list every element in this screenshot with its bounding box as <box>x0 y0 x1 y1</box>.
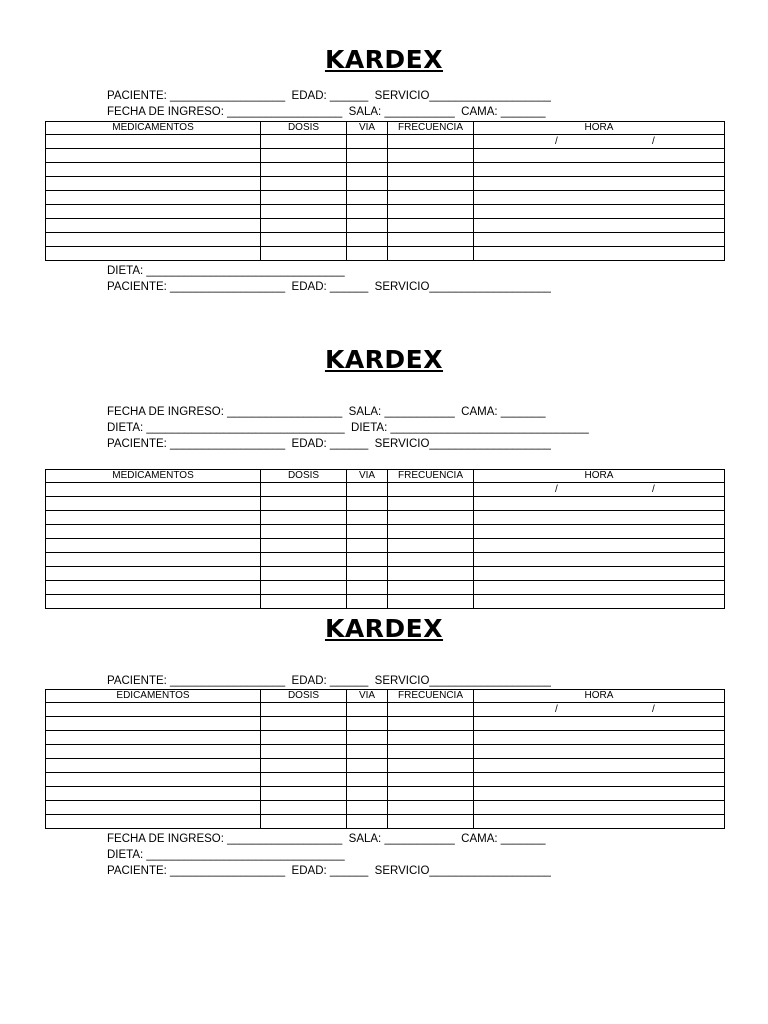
table-row <box>46 525 725 539</box>
form3-patient-line-bottom: PACIENTE: __________________ EDAD: ______ SERVICIO___________________ <box>107 865 551 877</box>
dosis-cell[interactable] <box>261 787 347 801</box>
table-row <box>46 497 725 511</box>
via-cell[interactable] <box>347 703 388 717</box>
frecuencia-cell[interactable] <box>388 191 474 205</box>
frecuencia-cell[interactable] <box>388 177 474 191</box>
via-cell[interactable] <box>347 759 388 773</box>
hora-slash: / <box>555 483 558 495</box>
header-dosis: DOSIS <box>261 690 347 703</box>
table-row <box>46 205 725 219</box>
frecuencia-cell[interactable] <box>388 801 474 815</box>
medicamento-cell[interactable] <box>46 773 261 787</box>
hora-cell[interactable] <box>474 759 725 773</box>
frecuencia-cell[interactable] <box>388 511 474 525</box>
dosis-cell[interactable] <box>261 595 347 609</box>
via-cell[interactable] <box>347 717 388 731</box>
via-cell[interactable] <box>347 163 388 177</box>
frecuencia-cell[interactable] <box>388 703 474 717</box>
hora-cell[interactable] <box>474 247 725 261</box>
medicamento-cell[interactable] <box>46 135 261 149</box>
hora-cell[interactable] <box>474 773 725 787</box>
frecuencia-cell[interactable] <box>388 163 474 177</box>
form2-admission-line: FECHA DE INGRESO: __________________ SALA: ___________ CAMA: _______ <box>107 406 546 418</box>
via-cell[interactable] <box>347 233 388 247</box>
dosis-cell[interactable] <box>261 177 347 191</box>
medicamento-cell[interactable] <box>46 191 261 205</box>
table-row <box>46 581 725 595</box>
via-cell[interactable] <box>347 801 388 815</box>
via-cell[interactable] <box>347 247 388 261</box>
table-row <box>46 567 725 581</box>
hora-cell[interactable] <box>474 581 725 595</box>
dosis-cell[interactable] <box>261 553 347 567</box>
hora-slash: / <box>652 703 655 715</box>
frecuencia-cell[interactable] <box>388 759 474 773</box>
hora-cell[interactable] <box>474 191 725 205</box>
hora-slash: / <box>652 483 655 495</box>
header-hora: HORA <box>474 122 725 135</box>
dosis-cell[interactable] <box>261 539 347 553</box>
hora-cell[interactable] <box>474 787 725 801</box>
via-cell[interactable] <box>347 205 388 219</box>
hora-cell[interactable] <box>474 149 725 163</box>
medicamento-cell[interactable] <box>46 801 261 815</box>
hora-cell[interactable] <box>474 815 725 829</box>
table-row <box>46 247 725 261</box>
form2-rows <box>46 483 725 609</box>
form3-admission-line: FECHA DE INGRESO: __________________ SALA: ___________ CAMA: _______ <box>107 833 546 845</box>
table-row <box>46 731 725 745</box>
table-row <box>46 745 725 759</box>
via-cell[interactable] <box>347 177 388 191</box>
dosis-cell[interactable] <box>261 233 347 247</box>
dosis-cell[interactable] <box>261 483 347 497</box>
medicamento-cell[interactable] <box>46 497 261 511</box>
table-row <box>46 219 725 233</box>
form1-medication-table <box>45 121 725 261</box>
medicamento-cell[interactable] <box>46 787 261 801</box>
via-cell[interactable] <box>347 595 388 609</box>
frecuencia-cell[interactable] <box>388 247 474 261</box>
table-row <box>46 595 725 609</box>
frecuencia-cell[interactable] <box>388 149 474 163</box>
hora-cell[interactable] <box>474 219 725 233</box>
form2-patient-line: PACIENTE: __________________ EDAD: ______ SERVICIO___________________ <box>107 438 551 450</box>
dosis-cell[interactable] <box>261 149 347 163</box>
via-cell[interactable] <box>347 497 388 511</box>
form1-title: KARDEX <box>324 45 444 74</box>
header-medicamentos: EDICAMENTOS <box>46 690 261 703</box>
table-row <box>46 177 725 191</box>
form1-diet-line: DIETA: _______________________________ <box>107 265 345 277</box>
medicamento-cell[interactable] <box>46 233 261 247</box>
hora-cell[interactable] <box>474 553 725 567</box>
medicamento-cell[interactable] <box>46 581 261 595</box>
form3-diet-line: DIETA: _______________________________ <box>107 849 345 861</box>
frecuencia-cell[interactable] <box>388 745 474 759</box>
header-frecuencia: FRECUENCIA <box>388 470 474 483</box>
frecuencia-cell[interactable] <box>388 595 474 609</box>
dosis-cell[interactable] <box>261 717 347 731</box>
medicamento-cell[interactable] <box>46 703 261 717</box>
via-cell[interactable] <box>347 581 388 595</box>
frecuencia-cell[interactable] <box>388 525 474 539</box>
dosis-cell[interactable] <box>261 773 347 787</box>
medicamento-cell[interactable] <box>46 163 261 177</box>
medicamento-cell[interactable] <box>46 567 261 581</box>
table-row <box>46 773 725 787</box>
table-row <box>46 149 725 163</box>
via-cell[interactable] <box>347 731 388 745</box>
frecuencia-cell[interactable] <box>388 731 474 745</box>
hora-cell[interactable] <box>474 595 725 609</box>
table-row <box>46 815 725 829</box>
hora-cell[interactable] <box>474 717 725 731</box>
frecuencia-cell[interactable] <box>388 483 474 497</box>
frecuencia-cell[interactable] <box>388 219 474 233</box>
via-cell[interactable] <box>347 539 388 553</box>
header-via: VIA <box>347 470 388 483</box>
medicamento-cell[interactable] <box>46 247 261 261</box>
form1-admission-line: FECHA DE INGRESO: __________________ SALA: ___________ CAMA: _______ <box>107 106 546 118</box>
hora-slash: / <box>555 703 558 715</box>
via-cell[interactable] <box>347 773 388 787</box>
frecuencia-cell[interactable] <box>388 717 474 731</box>
medicamento-cell[interactable] <box>46 177 261 191</box>
dosis-cell[interactable] <box>261 745 347 759</box>
via-cell[interactable] <box>347 511 388 525</box>
medicamento-cell[interactable] <box>46 815 261 829</box>
table-row <box>46 553 725 567</box>
dosis-cell[interactable] <box>261 205 347 219</box>
via-cell[interactable] <box>347 567 388 581</box>
medicamento-cell[interactable] <box>46 525 261 539</box>
hora-slash: / <box>652 135 655 147</box>
table-row <box>46 703 725 717</box>
header-frecuencia: FRECUENCIA <box>388 690 474 703</box>
hora-cell[interactable] <box>474 177 725 191</box>
table-header-row <box>46 122 725 135</box>
dosis-cell[interactable] <box>261 163 347 177</box>
dosis-cell[interactable] <box>261 801 347 815</box>
via-cell[interactable] <box>347 191 388 205</box>
table-row <box>46 511 725 525</box>
via-cell[interactable] <box>347 149 388 163</box>
table-header-row <box>46 690 725 703</box>
medicamento-cell[interactable] <box>46 553 261 567</box>
via-cell[interactable] <box>347 815 388 829</box>
table-row <box>46 191 725 205</box>
dosis-cell[interactable] <box>261 525 347 539</box>
frecuencia-cell[interactable] <box>388 581 474 595</box>
dosis-cell[interactable] <box>261 191 347 205</box>
table-row <box>46 135 725 149</box>
table-header-row <box>46 470 725 483</box>
table-row <box>46 483 725 497</box>
medicamento-cell[interactable] <box>46 731 261 745</box>
table-row <box>46 759 725 773</box>
header-dosis: DOSIS <box>261 470 347 483</box>
frecuencia-cell[interactable] <box>388 233 474 247</box>
frecuencia-cell[interactable] <box>388 787 474 801</box>
dosis-cell[interactable] <box>261 567 347 581</box>
header-hora: HORA <box>474 470 725 483</box>
form2-medication-table <box>45 469 725 609</box>
hora-cell[interactable] <box>474 497 725 511</box>
via-cell[interactable] <box>347 219 388 233</box>
table-row <box>46 233 725 247</box>
dosis-cell[interactable] <box>261 815 347 829</box>
hora-cell[interactable] <box>474 511 725 525</box>
form2-diet-line: DIETA: _______________________________ DIETA: _______________________________ <box>107 422 589 434</box>
medicamento-cell[interactable] <box>46 511 261 525</box>
hora-cell[interactable] <box>474 567 725 581</box>
header-hora: HORA <box>474 690 725 703</box>
hora-cell[interactable] <box>474 731 725 745</box>
dosis-cell[interactable] <box>261 135 347 149</box>
medicamento-cell[interactable] <box>46 483 261 497</box>
table-row <box>46 801 725 815</box>
header-medicamentos: MEDICAMENTOS <box>46 470 261 483</box>
dosis-cell[interactable] <box>261 759 347 773</box>
table-row <box>46 717 725 731</box>
table-row <box>46 787 725 801</box>
hora-cell[interactable] <box>474 163 725 177</box>
form1-rows <box>46 135 725 261</box>
frecuencia-cell[interactable] <box>388 773 474 787</box>
form3-medication-table <box>45 689 725 829</box>
header-dosis: DOSIS <box>261 122 347 135</box>
table-row <box>46 163 725 177</box>
header-via: VIA <box>347 122 388 135</box>
form2-title: KARDEX <box>324 345 444 374</box>
header-medicamentos: MEDICAMENTOS <box>46 122 261 135</box>
dosis-cell[interactable] <box>261 497 347 511</box>
frecuencia-cell[interactable] <box>388 539 474 553</box>
medicamento-cell[interactable] <box>46 745 261 759</box>
via-cell[interactable] <box>347 483 388 497</box>
frecuencia-cell[interactable] <box>388 815 474 829</box>
form1-patient-line: PACIENTE: __________________ EDAD: ______ SERVICIO___________________ <box>107 90 551 102</box>
form3-title: KARDEX <box>324 614 444 643</box>
hora-cell[interactable] <box>474 525 725 539</box>
dosis-cell[interactable] <box>261 731 347 745</box>
table-row <box>46 539 725 553</box>
hora-cell[interactable] <box>474 135 725 149</box>
header-frecuencia: FRECUENCIA <box>388 122 474 135</box>
frecuencia-cell[interactable] <box>388 497 474 511</box>
hora-cell[interactable] <box>474 205 725 219</box>
medicamento-cell[interactable] <box>46 539 261 553</box>
hora-cell[interactable] <box>474 539 725 553</box>
medicamento-cell[interactable] <box>46 595 261 609</box>
form1-patient-line-bottom: PACIENTE: __________________ EDAD: ______ SERVICIO___________________ <box>107 281 551 293</box>
via-cell[interactable] <box>347 525 388 539</box>
via-cell[interactable] <box>347 135 388 149</box>
header-via: VIA <box>347 690 388 703</box>
frecuencia-cell[interactable] <box>388 567 474 581</box>
medicamento-cell[interactable] <box>46 219 261 233</box>
medicamento-cell[interactable] <box>46 759 261 773</box>
dosis-cell[interactable] <box>261 219 347 233</box>
dosis-cell[interactable] <box>261 511 347 525</box>
frecuencia-cell[interactable] <box>388 205 474 219</box>
form3-rows <box>46 703 725 829</box>
hora-cell[interactable] <box>474 703 725 717</box>
hora-cell[interactable] <box>474 233 725 247</box>
via-cell[interactable] <box>347 787 388 801</box>
form3-patient-line: PACIENTE: __________________ EDAD: ______ SERVICIO___________________ <box>107 675 551 687</box>
medicamento-cell[interactable] <box>46 205 261 219</box>
via-cell[interactable] <box>347 553 388 567</box>
frecuencia-cell[interactable] <box>388 135 474 149</box>
via-cell[interactable] <box>347 745 388 759</box>
hora-cell[interactable] <box>474 801 725 815</box>
medicamento-cell[interactable] <box>46 149 261 163</box>
dosis-cell[interactable] <box>261 247 347 261</box>
dosis-cell[interactable] <box>261 581 347 595</box>
hora-slash: / <box>555 135 558 147</box>
medicamento-cell[interactable] <box>46 717 261 731</box>
dosis-cell[interactable] <box>261 703 347 717</box>
hora-cell[interactable] <box>474 745 725 759</box>
frecuencia-cell[interactable] <box>388 553 474 567</box>
hora-cell[interactable] <box>474 483 725 497</box>
